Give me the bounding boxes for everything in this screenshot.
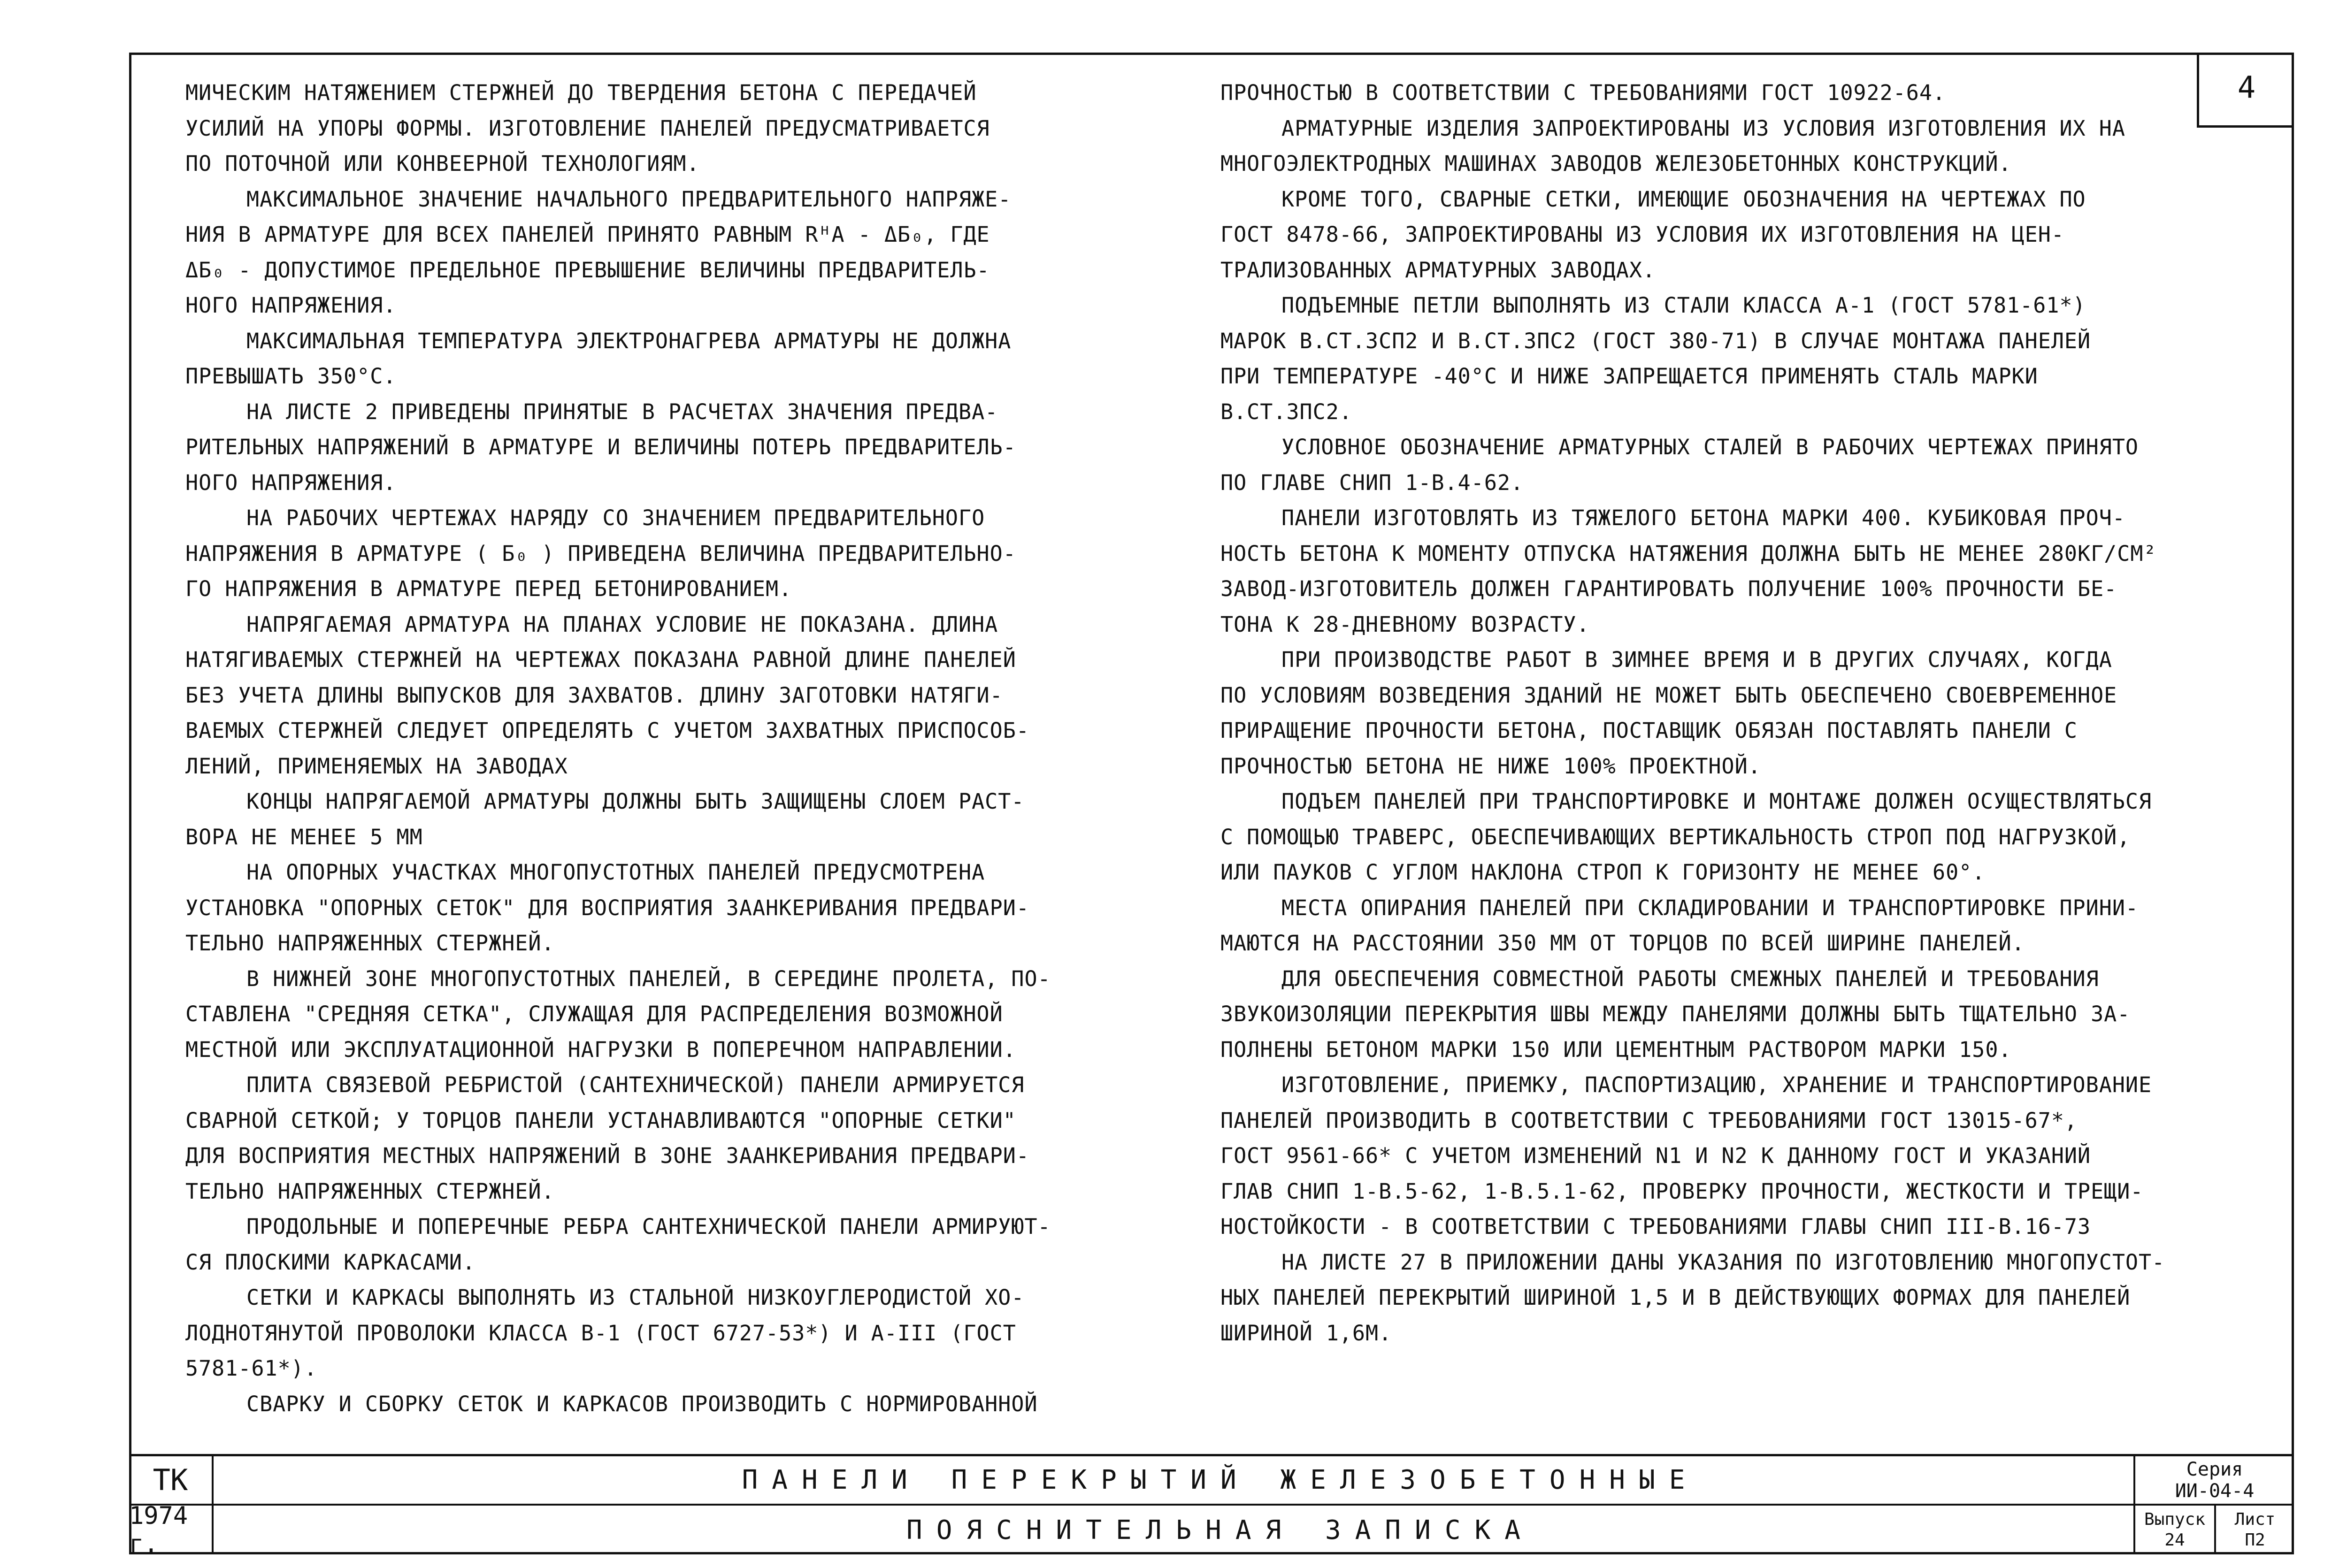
text-line: ДЛЯ ВОСПРИЯТИЯ МЕСТНЫХ НАПРЯЖЕНИЙ В ЗОНЕ ЗААНКЕРИВАНИЯ ПРЕДВАРИ- (185, 1143, 1029, 1168)
text-line: ПО ПОТОЧНОЙ ИЛИ КОНВЕЕРНОЙ ТЕХНОЛОГИЯМ. (185, 151, 700, 176)
title-block-row-top (129, 1454, 2294, 1504)
text-line: ПРЕВЫШАТЬ 350°С. (185, 364, 397, 389)
issue-cell (2133, 1506, 2214, 1554)
text-line: НОГО НАПРЯЖЕНИЯ. (185, 293, 397, 318)
text-line: ПРОЧНОСТЬЮ В СООТВЕТСТВИИ С ТРЕБОВАНИЯМИ ГОСТ 10922-64. (1220, 80, 1946, 105)
text-line: ИЗГОТОВЛЕНИЕ, ПРИЕМКУ, ПАСПОРТИЗАЦИЮ, ХРАНЕНИЕ И ТРАНСПОРТИРОВАНИЕ (1281, 1072, 2152, 1097)
text-line: КРОМЕ ТОГО, СВАРНЫЕ СЕТКИ, ИМЕЮЩИЕ ОБОЗНАЧЕНИЯ НА ЧЕРТЕЖАХ ПО (1281, 186, 2086, 212)
text-line: НАТЯГИВАЕМЫХ СТЕРЖНЕЙ НА ЧЕРТЕЖАХ ПОКАЗАНА РАВНОЙ ДЛИНЕ ПАНЕЛЕЙ (185, 647, 1016, 672)
series-cell (2133, 1456, 2294, 1504)
series-label: Серия (2186, 1458, 2243, 1480)
text-line: ПО ГЛАВЕ СНИП 1-В.4-62. (1220, 470, 1524, 495)
text-line: СТАВЛЕНА "СРЕДНЯЯ СЕТКА", СЛУЖАЩАЯ ДЛЯ РАСПРЕДЕЛЕНИЯ ВОЗМОЖНОЙ (185, 1002, 1003, 1026)
text-line: НЫХ ПАНЕЛЕЙ ПЕРЕКРЫТИЙ ШИРИНОЙ 1,5 И В ДЕЙСТВУЮЩИХ ФОРМАХ ДЛЯ ПАНЕЛЕЙ (1220, 1285, 2131, 1310)
text-line: МЕСТА ОПИРАНИЯ ПАНЕЛЕЙ ПРИ СКЛАДИРОВАНИИ И ТРАНСПОРТИРОВКЕ ПРИНИ- (1281, 895, 2139, 920)
text-line: ПРОДОЛЬНЫЕ И ПОПЕРЕЧНЫЕ РЕБРА САНТЕХНИЧЕСКОЙ ПАНЕЛИ АРМИРУЮТ- (246, 1214, 1051, 1239)
text-line: СВАРНОЙ СЕТКОЙ; У ТОРЦОВ ПАНЕЛИ УСТАНАВЛИВАЮТСЯ "ОПОРНЫЕ СЕТКИ" (185, 1108, 1016, 1133)
text-line: МАКСИМАЛЬНОЕ ЗНАЧЕНИЕ НАЧАЛЬНОГО ПРЕДВАРИТЕЛЬНОГО НАПРЯЖЕ- (246, 186, 1012, 212)
text-line: УСЛОВНОЕ ОБОЗНАЧЕНИЕ АРМАТУРНЫХ СТАЛЕЙ В РАБОЧИХ ЧЕРТЕЖАХ ПРИНЯТО (1281, 435, 2139, 459)
sheet-label: Лист (2234, 1510, 2276, 1529)
text-line: ЗАВОД-ИЗГОТОВИТЕЛЬ ДОЛЖЕН ГАРАНТИРОВАТЬ ПОЛУЧЕНИЕ 100% ПРОЧНОСТИ БЕ- (1220, 576, 2117, 601)
text-line: ГЛАВ СНИП 1-В.5-62, 1-В.5.1-62, ПРОВЕРКУ ПРОЧНОСТИ, ЖЕСТКОСТИ И ТРЕЩИ- (1220, 1178, 2144, 1204)
text-line: МНОГОЭЛЕКТРОДНЫХ МАШИНАХ ЗАВОДОВ ЖЕЛЕЗОБЕТОННЫХ КОНСТРУКЦИЙ. (1220, 151, 2012, 176)
text-line: ИЛИ ПАУКОВ С УГЛОМ НАКЛОНА СТРОП К ГОРИЗОНТУ НЕ МЕНЕЕ 60°. (1220, 860, 1986, 885)
page-number: 4 (2197, 53, 2294, 128)
text-line: ВОРА НЕ МЕНЕЕ 5 ММ (185, 824, 423, 849)
text-line: ГОСТ 8478-66, ЗАПРОЕКТИРОВАНЫ ИЗ УСЛОВИЯ ИХ ИЗГОТОВЛЕНИЯ НА ЦЕН- (1220, 222, 2064, 247)
text-line: ПЛИТА СВЯЗЕВОЙ РЕБРИСТОЙ (САНТЕХНИЧЕСКОЙ) ПАНЕЛИ АРМИРУЕТСЯ (246, 1072, 1025, 1097)
text-line: СВАРКУ И СБОРКУ СЕТОК И КАРКАСОВ ПРОИЗВОДИТЬ С НОРМИРОВАННОЙ (246, 1391, 1038, 1416)
text-line: В.СТ.3ПС2. (1220, 399, 1352, 424)
text-line: ПОЛНЕНЫ БЕТОНОМ МАРКИ 150 ИЛИ ЦЕМЕНТНЫМ РАСТВОРОМ МАРКИ 150. (1220, 1037, 2012, 1062)
issue-label: Выпуск (2144, 1510, 2206, 1529)
text-line: НОСТЬ БЕТОНА К МОМЕНТУ ОТПУСКА НАТЯЖЕНИЯ ДОЛЖНА БЫТЬ НЕ МЕНЕЕ 280КГ/СМ² (1220, 541, 2157, 566)
text-line: ПОДЪЕМНЫЕ ПЕТЛИ ВЫПОЛНЯТЬ ИЗ СТАЛИ КЛАССА А-1 (ГОСТ 5781-61*) (1281, 293, 2086, 318)
text-line: УСИЛИЙ НА УПОРЫ ФОРМЫ. ИЗГОТОВЛЕНИЕ ПАНЕЛЕЙ ПРЕДУСМАТРИВАЕТСЯ (185, 115, 990, 141)
text-line: НА ОПОРНЫХ УЧАСТКАХ МНОГОПУСТОТНЫХ ПАНЕЛЕЙ ПРЕДУСМОТРЕНА (246, 860, 985, 885)
text-line: ЛОДНОТЯНУТОЙ ПРОВОЛОКИ КЛАССА В-1 (ГОСТ 6727-53*) И А-III (ГОСТ (185, 1320, 1016, 1346)
text-line: ΔБ₀ - ДОПУСТИМОЕ ПРЕДЕЛЬНОЕ ПРЕВЫШЕНИЕ ВЕЛИЧИНЫ ПРЕДВАРИТЕЛЬ- (185, 257, 990, 283)
text-line: РИТЕЛЬНЫХ НАПРЯЖЕНИЙ В АРМАТУРЕ И ВЕЛИЧИНЫ ПОТЕРЬ ПРЕДВАРИТЕЛЬ- (185, 435, 1016, 459)
document-year: 1974 г. (129, 1506, 214, 1554)
sheet-cell (2214, 1506, 2294, 1554)
text-line: МАЮТСЯ НА РАССТОЯНИИ 350 ММ ОТ ТОРЦОВ ПО ВСЕЙ ШИРИНЕ ПАНЕЛЕЙ. (1220, 931, 2025, 956)
text-line: МАКСИМАЛЬНАЯ ТЕМПЕРАТУРА ЭЛЕКТРОНАГРЕВА АРМАТУРЫ НЕ ДОЛЖНА (246, 328, 1012, 353)
text-line: СЯ ПЛОСКИМИ КАРКАСАМИ. (185, 1249, 476, 1275)
issue-value: 24 (2164, 1530, 2185, 1550)
text-line: ПОДЪЕМ ПАНЕЛЕЙ ПРИ ТРАНСПОРТИРОВКЕ И МОНТАЖЕ ДОЛЖЕН ОСУЩЕСТВЛЯТЬСЯ (1281, 789, 2152, 814)
document-code: ТК (129, 1456, 214, 1504)
text-line: НОГО НАПРЯЖЕНИЯ. (185, 470, 397, 495)
left-text-column (185, 75, 1185, 1422)
text-line: ДЛЯ ОБЕСПЕЧЕНИЯ СОВМЕСТНОЙ РАБОТЫ СМЕЖНЫХ ПАНЕЛЕЙ И ТРЕБОВАНИЯ (1281, 966, 2099, 991)
text-line: СЕТКИ И КАРКАСЫ ВЫПОЛНЯТЬ ИЗ СТАЛЬНОЙ НИЗКОУГЛЕРОДИСТОЙ ХО- (246, 1285, 1025, 1310)
text-line: С ПОМОЩЬЮ ТРАВЕРС, ОБЕСПЕЧИВАЮЩИХ ВЕРТИКАЛЬНОСТЬ СТРОП ПОД НАГРУЗКОЙ, (1220, 824, 2131, 849)
text-line: ТЕЛЬНО НАПРЯЖЕННЫХ СТЕРЖНЕЙ. (185, 1178, 555, 1204)
text-line: ЗВУКОИЗОЛЯЦИИ ПЕРЕКРЫТИЯ ШВЫ МЕЖДУ ПАНЕЛЯМИ ДОЛЖНЫ БЫТЬ ТЩАТЕЛЬНО ЗА- (1220, 1002, 2131, 1026)
text-line: КОНЦЫ НАПРЯГАЕМОЙ АРМАТУРЫ ДОЛЖНЫ БЫТЬ ЗАЩИЩЕНЫ СЛОЕМ РАСТ- (246, 789, 1025, 814)
document-title: ПАНЕЛИ ПЕРЕКРЫТИЙ ЖЕЛЕЗОБЕТОННЫЕ (742, 1465, 1699, 1495)
text-line: НАПРЯГАЕМАЯ АРМАТУРА НА ПЛАНАХ УСЛОВИЕ НЕ ПОКАЗАНА. ДЛИНА (246, 612, 998, 637)
text-line: ВАЕМЫХ СТЕРЖНЕЙ СЛЕДУЕТ ОПРЕДЕЛЯТЬ С УЧЕТОМ ЗАХВАТНЫХ ПРИСПОСОБ- (185, 718, 1029, 743)
text-line: ПАНЕЛЕЙ ПРОИЗВОДИТЬ В СООТВЕТСТВИИ С ТРЕБОВАНИЯМИ ГОСТ 13015-67*, (1220, 1108, 2078, 1133)
text-line: ПРОЧНОСТЬЮ БЕТОНА НЕ НИЖЕ 100% ПРОЕКТНОЙ. (1220, 753, 1761, 779)
text-line: АРМАТУРНЫЕ ИЗДЕЛИЯ ЗАПРОЕКТИРОВАНЫ ИЗ УСЛОВИЯ ИЗГОТОВЛЕНИЯ ИХ НА (1281, 115, 2125, 141)
text-line: ШИРИНОЙ 1,6М. (1220, 1320, 1392, 1346)
series-value: ИИ-04-4 (2175, 1480, 2255, 1502)
text-line: НИЯ В АРМАТУРЕ ДЛЯ ВСЕХ ПАНЕЛЕЙ ПРИНЯТО РАВНЫМ RᴴA - ΔБ₀, ГДЕ (185, 222, 990, 247)
text-line: МИЧЕСКИМ НАТЯЖЕНИЕМ СТЕРЖНЕЙ ДО ТВЕРДЕНИЯ БЕТОНА С ПЕРЕДАЧЕЙ (185, 80, 977, 105)
document-subtitle: ПОЯСНИТЕЛЬНАЯ ЗАПИСКА (906, 1514, 1534, 1545)
text-line: НОСТОЙКОСТИ - В СООТВЕТСТВИИ С ТРЕБОВАНИЯМИ ГЛАВЫ СНИП III-В.16-73 (1220, 1214, 2091, 1239)
text-line: БЕЗ УЧЕТА ДЛИНЫ ВЫПУСКОВ ДЛЯ ЗАХВАТОВ. ДЛИНУ ЗАГОТОВКИ НАТЯГИ- (185, 682, 1003, 708)
text-line: ГО НАПРЯЖЕНИЯ В АРМАТУРЕ ПЕРЕД БЕТОНИРОВАНИЕМ. (185, 576, 792, 601)
text-line: ЛЕНИЙ, ПРИМЕНЯЕМЫХ НА ЗАВОДАХ (185, 753, 568, 779)
sheet-value: П2 (2245, 1530, 2265, 1550)
text-line: ПРИРАЩЕНИЕ ПРОЧНОСТИ БЕТОНА, ПОСТАВЩИК ОБЯЗАН ПОСТАВЛЯТЬ ПАНЕЛИ С (1220, 718, 2078, 743)
text-line: ПРИ ПРОИЗВОДСТВЕ РАБОТ В ЗИМНЕЕ ВРЕМЯ И В ДРУГИХ СЛУЧАЯХ, КОГДА (1281, 647, 2112, 672)
text-line: ПАНЕЛИ ИЗГОТОВЛЯТЬ ИЗ ТЯЖЕЛОГО БЕТОНА МАРКИ 400. КУБИКОВАЯ ПРОЧ- (1281, 505, 2125, 530)
text-line: МАРОК В.СТ.3СП2 И В.СТ.3ПС2 (ГОСТ 380-71) В СЛУЧАЕ МОНТАЖА ПАНЕЛЕЙ (1220, 328, 2091, 353)
text-line: ТЕЛЬНО НАПРЯЖЕННЫХ СТЕРЖНЕЙ. (185, 931, 555, 956)
text-line: ТРАЛИЗОВАННЫХ АРМАТУРНЫХ ЗАВОДАХ. (1220, 257, 1656, 283)
right-text-column (1220, 75, 2244, 1351)
text-line: ПО УСЛОВИЯМ ВОЗВЕДЕНИЯ ЗДАНИЙ НЕ МОЖЕТ БЫТЬ ОБЕСПЕЧЕНО СВОЕВРЕМЕННОЕ (1220, 682, 2117, 708)
text-line: МЕСТНОЙ ИЛИ ЭКСПЛУАТАЦИОННОЙ НАГРУЗКИ В ПОПЕРЕЧНОМ НАПРАВЛЕНИИ. (185, 1037, 1016, 1062)
text-line: НАПРЯЖЕНИЯ В АРМАТУРЕ ( Б₀ ) ПРИВЕДЕНА ВЕЛИЧИНА ПРЕДВАРИТЕЛЬНО- (185, 541, 1016, 566)
text-line: НА ЛИСТЕ 27 В ПРИЛОЖЕНИИ ДАНЫ УКАЗАНИЯ ПО ИЗГОТОВЛЕНИЮ МНОГОПУСТОТ- (1281, 1249, 2165, 1275)
title-block-row-bottom (129, 1502, 2294, 1558)
text-line: НА ЛИСТЕ 2 ПРИВЕДЕНЫ ПРИНЯТЫЕ В РАСЧЕТАХ ЗНАЧЕНИЯ ПРЕДВА- (246, 399, 998, 424)
text-line: ТОНА К 28-ДНЕВНОМУ ВОЗРАСТУ. (1220, 612, 1590, 637)
text-line: УСТАНОВКА "ОПОРНЫХ СЕТОК" ДЛЯ ВОСПРИЯТИЯ ЗААНКЕРИВАНИЯ ПРЕДВАРИ- (185, 895, 1029, 920)
text-line: НА РАБОЧИХ ЧЕРТЕЖАХ НАРЯДУ СО ЗНАЧЕНИЕМ ПРЕДВАРИТЕЛЬНОГО (246, 505, 985, 530)
text-line: В НИЖНЕЙ ЗОНЕ МНОГОПУСТОТНЫХ ПАНЕЛЕЙ, В СЕРЕДИНЕ ПРОЛЕТА, ПО- (246, 966, 1051, 991)
text-line: 5781-61*). (185, 1356, 317, 1381)
text-line: ГОСТ 9561-66* С УЧЕТОМ ИЗМЕНЕНИЙ N1 И N2 К ДАННОМУ ГОСТ И УКАЗАНИЙ (1220, 1143, 2091, 1168)
text-line: ПРИ ТЕМПЕРАТУРЕ -40°С И НИЖЕ ЗАПРЕЩАЕТСЯ ПРИМЕНЯТЬ СТАЛЬ МАРКИ (1220, 364, 2038, 389)
